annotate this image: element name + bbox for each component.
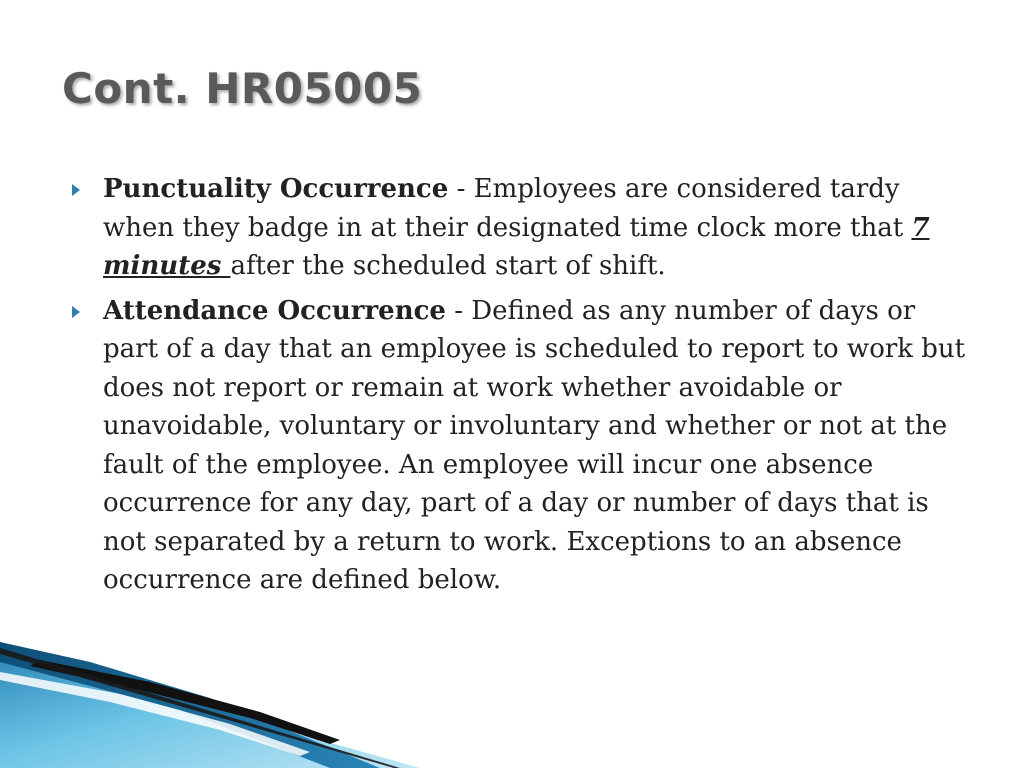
bullet-separator: - (445, 295, 472, 326)
bullet-list (72, 170, 972, 606)
bullet-text: after the scheduled start of shift. (230, 251, 666, 281)
bullet-separator: - (448, 174, 474, 204)
triangle-right-icon (72, 184, 80, 196)
bullet-emphasis: 7 minutes (103, 212, 930, 281)
triangle-right-icon (72, 306, 80, 318)
bullet-text: Defined as any number of days or part of a day that an employee is scheduled to report to work but does not report or remain at work whether avoidable or unavoidable, voluntary or involuntary and whether or not at the fault of the employee. An employee will incur one absence occurrence for any day, part of a day or number of days that is not separated by a return to work. Exceptions to an absence occurrence are defined below. (103, 295, 966, 595)
bullet-term: Attendance Occurrence (103, 295, 446, 326)
slide-title: Cont. HR05005 (62, 64, 423, 113)
decorative-swoosh (0, 640, 1024, 768)
bullet-punctuality-occurrence (72, 170, 972, 286)
bullet-term: Punctuality Occurrence (103, 174, 449, 204)
bullet-attendance-occurrence (72, 292, 972, 600)
bullet-text: Employees are considered tardy when they badge in at their designated time clock more that (103, 174, 912, 243)
